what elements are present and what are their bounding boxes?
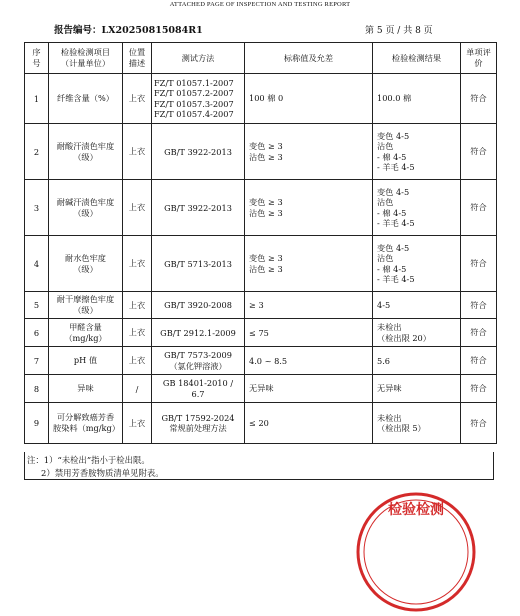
table-row [25, 319, 497, 347]
table-row [25, 180, 497, 236]
result-line: 变色 4-5 [377, 130, 410, 141]
nominal-line: 沾色 ≥ 3 [249, 263, 283, 274]
cell-item: 可分解致癌芳香胺染料（mg/kg） [49, 403, 123, 444]
cell-evaluation: 符合 [461, 375, 497, 403]
method-line: （氯化钾溶液） [169, 360, 227, 371]
cell-method [152, 403, 245, 444]
cell-method [152, 74, 245, 124]
footnote-line: 注：1）“未检出”指小于检出限。 [27, 455, 150, 465]
table-row [25, 74, 497, 124]
method-line: 6.7 [191, 388, 205, 399]
cell-method: GB/T 3920-2008 [152, 292, 245, 319]
result-line: （检出限 20） [377, 332, 431, 343]
col-header-result: 检验检测结果 [373, 43, 461, 74]
col-header-no: 序号 [25, 43, 49, 74]
cell-evaluation: 符合 [461, 403, 497, 444]
cell-position: 上衣 [123, 180, 152, 236]
result-line: 沾色 [377, 197, 394, 207]
method-line: FZ/T 01057.1-2007 [154, 77, 234, 88]
cell-item: 甲醛含量（mg/kg） [49, 319, 123, 347]
cell-evaluation: 符合 [461, 124, 497, 180]
cell-item: 耐酸汗渍色牢度（级） [49, 124, 123, 180]
cell-result [373, 180, 461, 236]
cell-evaluation: 符合 [461, 319, 497, 347]
cell-position: 上衣 [123, 292, 152, 319]
cell-method: GB/T 3922-2013 [152, 180, 245, 236]
table-row [25, 403, 497, 444]
cell-result: 5.6 [373, 347, 461, 375]
page-indicator: 第 5 页 / 共 8 页 [365, 26, 433, 36]
cell-nominal: ≥ 3 [245, 292, 373, 319]
cell-position: 上衣 [123, 124, 152, 180]
cell-position: 上衣 [123, 236, 152, 292]
seal-stamp-icon [352, 488, 480, 616]
cell-method: GB/T 3922-2013 [152, 124, 245, 180]
col-header-method: 测试方法 [152, 43, 245, 74]
method-line: 常规前处理方法 [169, 423, 227, 433]
cell-result [373, 236, 461, 292]
nominal-line: 沾色 ≥ 3 [249, 207, 283, 218]
result-line: （检出限 5） [377, 423, 426, 433]
result-line: 未检出 [377, 322, 402, 332]
cell-nominal [245, 236, 373, 292]
cell-position: 上衣 [123, 403, 152, 444]
method-line: GB 18401-2010 / [162, 378, 234, 388]
result-line: 100.0 棉 [377, 93, 412, 103]
result-line: - 羊毛 4-5 [377, 162, 415, 172]
cell-no: 6 [25, 319, 49, 347]
cell-evaluation: 符合 [461, 74, 497, 124]
cell-position: 上衣 [123, 347, 152, 375]
cell-evaluation: 符合 [461, 236, 497, 292]
cell-no: 5 [25, 292, 49, 319]
col-header-nominal: 标称值及允差 [245, 43, 373, 74]
result-line: 变色 4-5 [377, 242, 410, 253]
nominal-line: 变色 ≥ 3 [249, 197, 283, 207]
cell-position: 上衣 [123, 74, 152, 124]
report-number: 报告编号：LX20250815084R1 [54, 25, 203, 36]
method-line: GB/T 7573-2009 [164, 350, 232, 360]
cell-no: 1 [25, 74, 49, 124]
cell-nominal: ≤ 75 [245, 319, 373, 347]
cell-no: 2 [25, 124, 49, 180]
result-line: - 棉 4-5 [377, 263, 407, 274]
cell-item: 耐水色牢度（级） [49, 236, 123, 292]
cell-nominal: 无异味 [245, 375, 373, 403]
footnote-line: 2）禁用芳香胺物质清单见附表。 [41, 467, 164, 478]
method-line: FZ/T 01057.4-2007 [154, 109, 234, 119]
result-line: - 羊毛 4-5 [377, 274, 415, 284]
cell-evaluation: 符合 [461, 292, 497, 319]
cell-no: 4 [25, 236, 49, 292]
cell-position: 上衣 [123, 319, 152, 347]
cell-result: 无异味 [373, 375, 461, 403]
cell-nominal: 4.0 ~ 8.5 [245, 347, 373, 375]
cell-result: 4-5 [373, 292, 461, 319]
footnotes [24, 452, 494, 480]
result-line: 沾色 [377, 253, 394, 263]
report-header-title: ATTACHED PAGE OF INSPECTION AND TESTING REPORT [169, 1, 351, 8]
inspection-results-table [24, 42, 497, 444]
cell-item: pH 值 [49, 347, 123, 375]
result-line: 沾色 [377, 141, 394, 151]
cell-item: 异味 [49, 375, 123, 403]
cell-no: 9 [25, 403, 49, 444]
cell-item: 耐碱汗渍色牢度（级） [49, 180, 123, 236]
cell-no: 7 [25, 347, 49, 375]
cell-nominal [245, 180, 373, 236]
cell-no: 8 [25, 375, 49, 403]
result-line: - 棉 4-5 [377, 151, 407, 162]
table-row [25, 347, 497, 375]
nominal-line: 沾色 ≥ 3 [249, 151, 283, 162]
cell-method [152, 347, 245, 375]
table-row [25, 124, 497, 180]
cell-result [373, 124, 461, 180]
method-line: GB/T 17592-2024 [161, 412, 235, 423]
cell-item: 纤维含量（%） [49, 74, 123, 124]
cell-no: 3 [25, 180, 49, 236]
result-line: 变色 4-5 [377, 186, 410, 197]
result-line: 未检出 [377, 412, 402, 423]
result-line: - 棉 4-5 [377, 207, 407, 218]
nominal-line: 变色 ≥ 3 [249, 253, 283, 263]
method-line: FZ/T 01057.2-2007 [154, 88, 234, 98]
cell-nominal [245, 74, 373, 124]
cell-nominal: ≤ 20 [245, 403, 373, 444]
cell-position: / [123, 375, 152, 403]
cell-method: GB/T 5713-2013 [152, 236, 245, 292]
result-line: - 羊毛 4-5 [377, 218, 415, 228]
cell-result [373, 74, 461, 124]
table-row [25, 375, 497, 403]
table-header-row [25, 43, 497, 74]
cell-method [152, 375, 245, 403]
col-header-position: 位置描述 [123, 43, 152, 74]
nominal-line: 变色 ≥ 3 [249, 141, 283, 151]
cell-result [373, 403, 461, 444]
table-row [25, 292, 497, 319]
cell-evaluation: 符合 [461, 180, 497, 236]
method-line: FZ/T 01057.3-2007 [154, 98, 234, 109]
stamp-text: 检验检测 [388, 502, 444, 518]
cell-result [373, 319, 461, 347]
cell-evaluation: 符合 [461, 347, 497, 375]
cell-nominal [245, 124, 373, 180]
col-header-item: 检验检测项目（计量单位） [49, 43, 123, 74]
col-header-evaluation: 单项评价 [461, 43, 497, 74]
table-row [25, 236, 497, 292]
cell-item: 耐干摩擦色牢度（级） [49, 292, 123, 319]
nominal-line: 100 棉 0 [249, 93, 284, 103]
cell-method: GB/T 2912.1-2009 [152, 319, 245, 347]
